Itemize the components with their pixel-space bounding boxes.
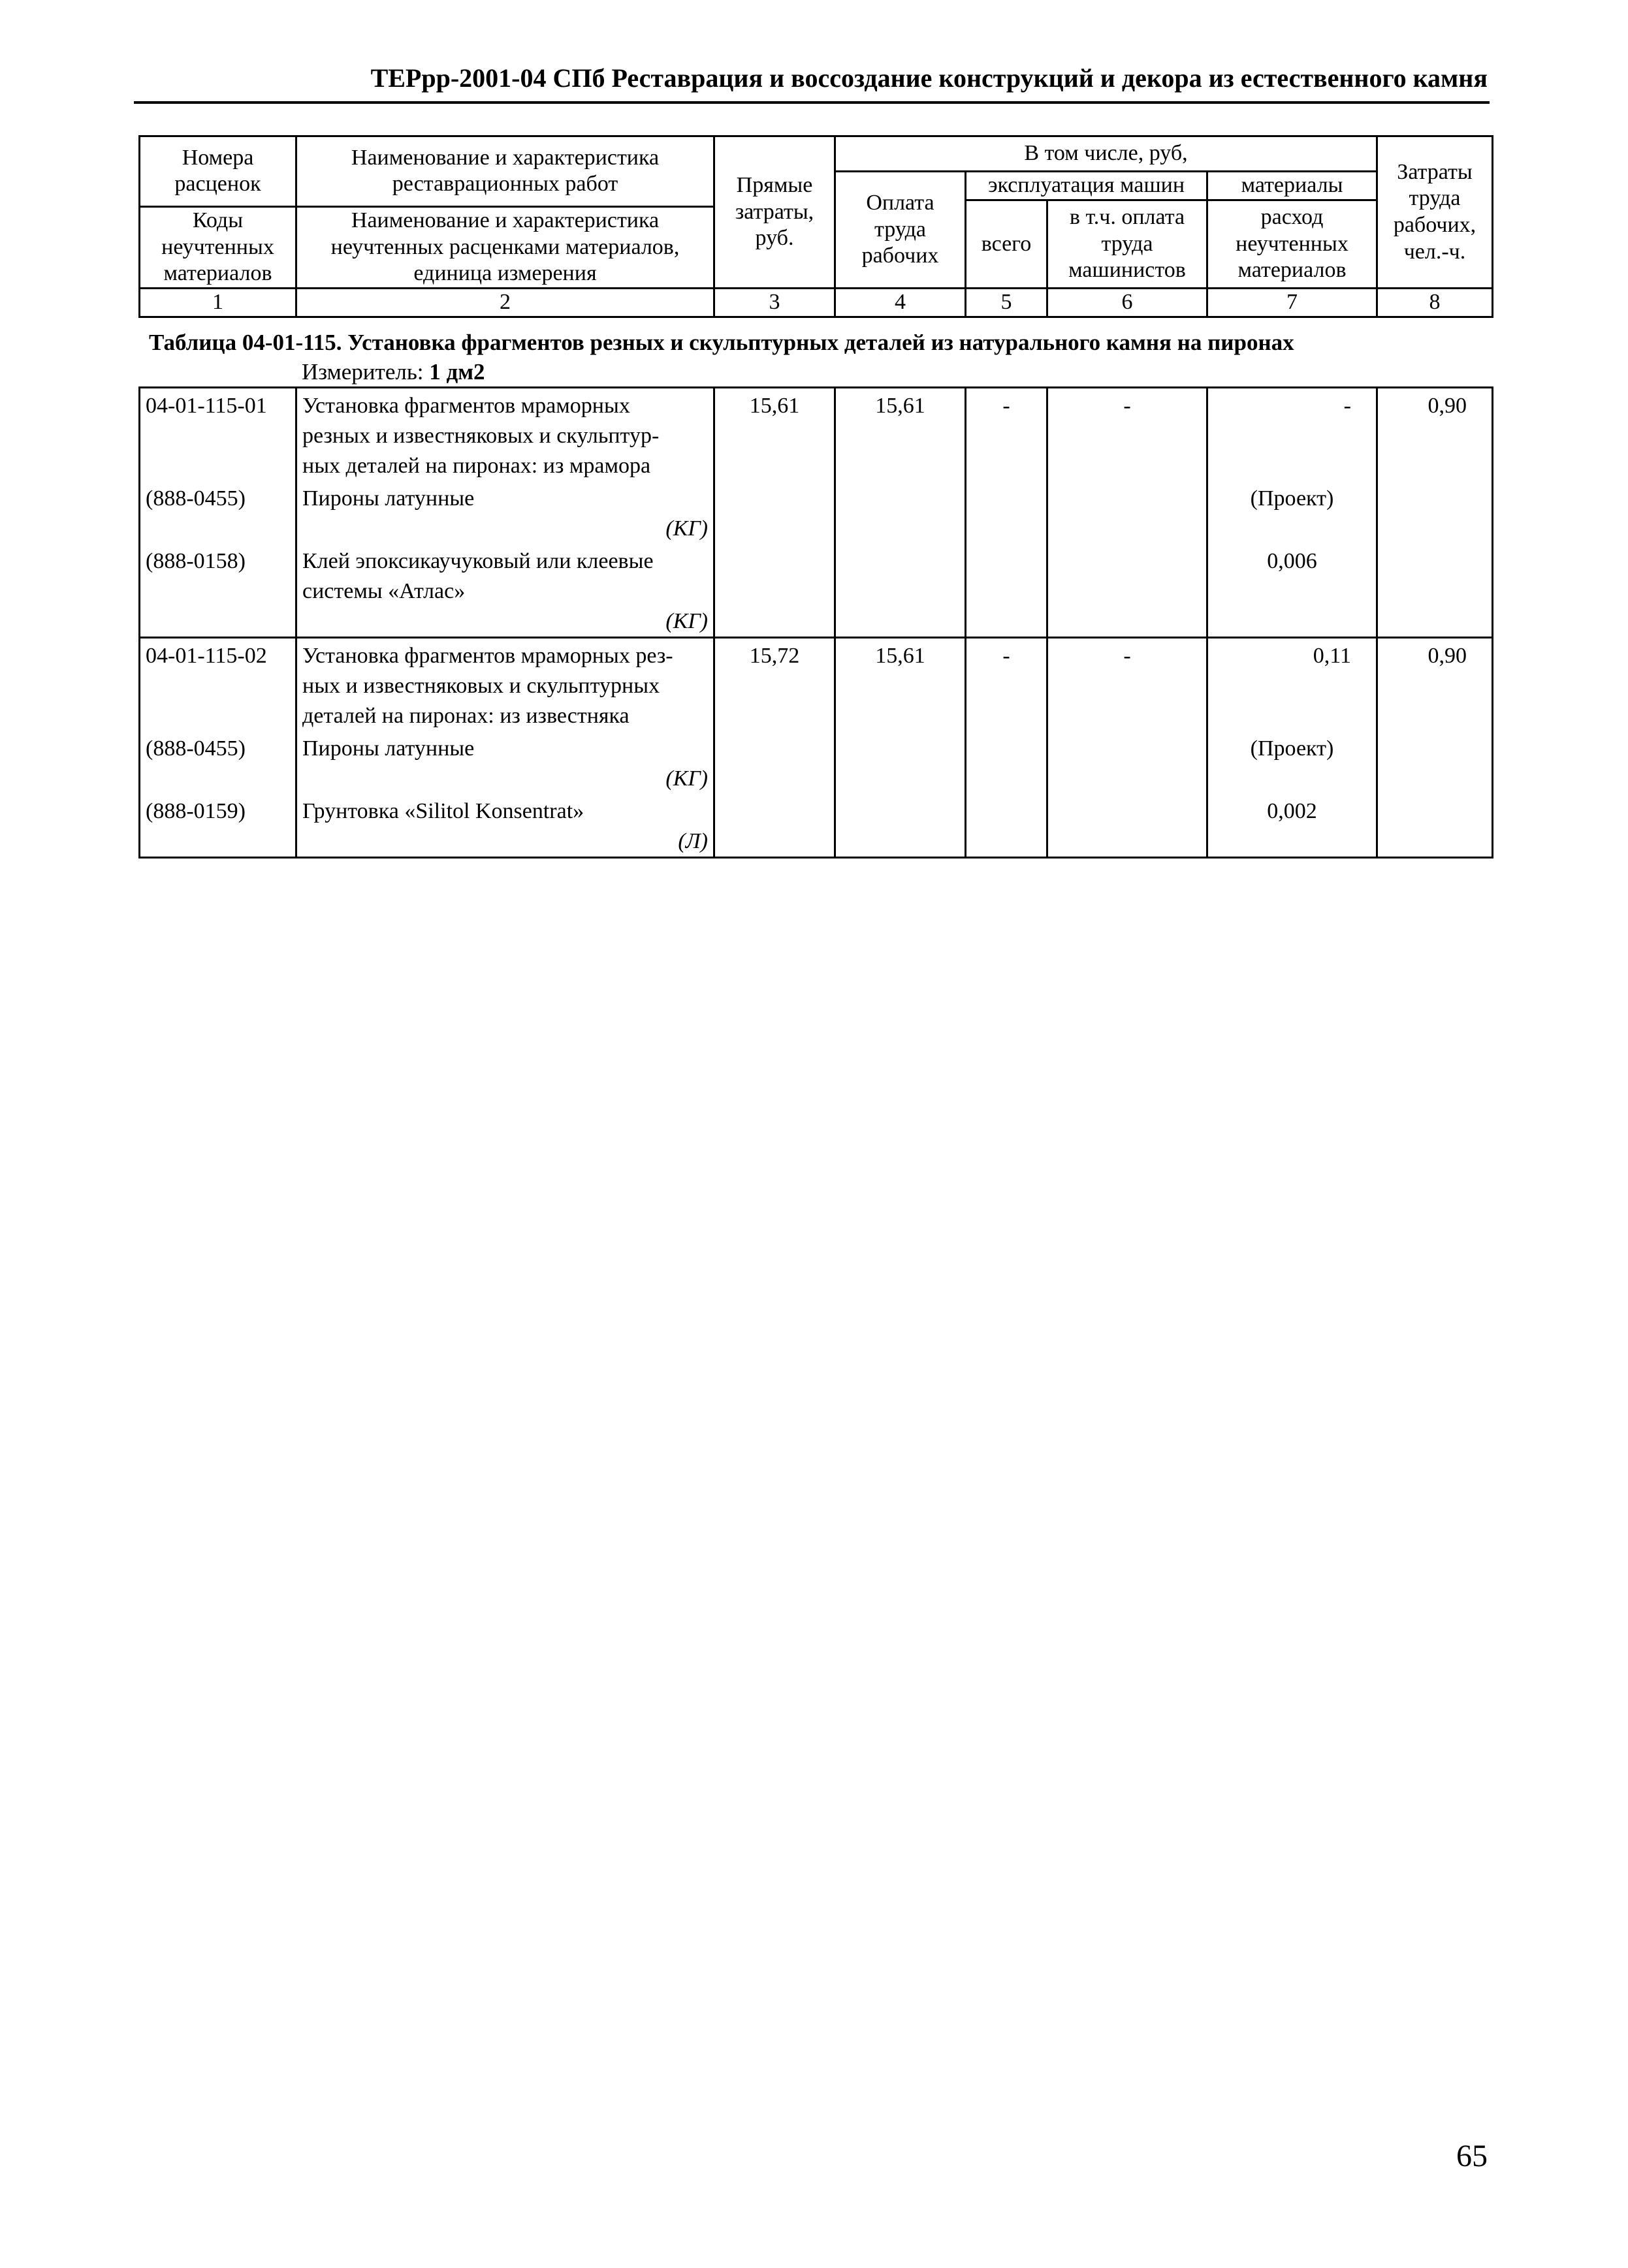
material-unit: (Л) bbox=[678, 829, 708, 853]
materials-value: - bbox=[1207, 388, 1377, 482]
labor-hours-value: 0,90 bbox=[1377, 388, 1493, 482]
machines-total-value: - bbox=[966, 638, 1047, 732]
header-machines-total: всего bbox=[966, 200, 1047, 288]
rate-code: 04-01-115-02 bbox=[140, 638, 296, 732]
unit-line bbox=[302, 359, 485, 385]
rate-table bbox=[138, 386, 1493, 858]
material-amount: (Проект) bbox=[1207, 481, 1377, 544]
header-col-number: 5 bbox=[966, 289, 1047, 317]
machines-operator-value: - bbox=[1047, 638, 1207, 732]
material-amount: 0,002 bbox=[1207, 794, 1377, 858]
header-work-name: Наименование и характеристика реставрационных работ bbox=[296, 136, 714, 207]
material-row bbox=[140, 731, 1493, 794]
material-code: (888-0455) bbox=[140, 731, 296, 794]
header-rule bbox=[134, 101, 1490, 104]
material-row bbox=[140, 481, 1493, 544]
material-name: Грунтовка «Silitol Konsentrat» (Л) bbox=[296, 794, 714, 858]
material-unit: (КГ) bbox=[665, 766, 708, 791]
rate-description: Установка фрагментов мраморных рез- ных и известняковых и скульптурных деталей на пиронах: из известняка bbox=[296, 638, 714, 732]
header-col-number: 7 bbox=[1207, 289, 1377, 317]
material-amount: (Проект) bbox=[1207, 731, 1377, 794]
material-name: Пироны латунные (КГ) bbox=[296, 481, 714, 544]
material-unit: (КГ) bbox=[665, 516, 708, 541]
header-col-number: 1 bbox=[140, 289, 296, 317]
header-machines-operator: в т.ч. оплата труда машинистов bbox=[1047, 200, 1207, 288]
header-material-name: Наименование и характеристика неучтенных расценками материалов, единица измерения bbox=[296, 206, 714, 288]
unit-label: Измеритель: bbox=[302, 359, 424, 385]
material-code: (888-0158) bbox=[140, 544, 296, 638]
rate-code: 04-01-115-01 bbox=[140, 388, 296, 482]
material-name: Клей эпоксикаучуковый или клеевые системы «Атлас» (КГ) bbox=[296, 544, 714, 638]
machines-total-value: - bbox=[966, 388, 1047, 482]
header-col-number: 4 bbox=[835, 289, 966, 317]
header-col-number: 8 bbox=[1377, 289, 1493, 317]
header-machines: эксплуатация машин bbox=[966, 172, 1207, 200]
unit-value: 1 дм2 bbox=[429, 359, 485, 385]
header-labor-cost: Затраты труда рабочих, чел.-ч. bbox=[1377, 136, 1493, 289]
header-rate-number: Номера расценок bbox=[140, 136, 296, 207]
header-col-number: 6 bbox=[1047, 289, 1207, 317]
labor-hours-value: 0,90 bbox=[1377, 638, 1493, 732]
table-caption: Таблица 04-01-115. Установка фрагментов резных и скульптурных деталей из натурального камня на пиронах bbox=[149, 330, 1294, 355]
column-header-table bbox=[138, 135, 1493, 318]
materials-value: 0,11 bbox=[1207, 638, 1377, 732]
direct-costs-value: 15,61 bbox=[714, 388, 835, 482]
material-row bbox=[140, 794, 1493, 858]
material-code: (888-0455) bbox=[140, 481, 296, 544]
rate-description: Установка фрагментов мраморных резных и известняковых и скульптур- ных деталей на пиронах: из мрамора bbox=[296, 388, 714, 482]
labor-pay-value: 15,61 bbox=[835, 638, 966, 732]
material-row bbox=[140, 544, 1493, 638]
page-number: 65 bbox=[1456, 2139, 1488, 2173]
table-row bbox=[140, 638, 1493, 732]
header-direct-costs: Прямые затраты, руб. bbox=[714, 136, 835, 289]
labor-pay-value: 15,61 bbox=[835, 388, 966, 482]
header-material-codes: Коды неучтенных материалов bbox=[140, 206, 296, 288]
material-amount: 0,006 bbox=[1207, 544, 1377, 638]
table-row bbox=[140, 388, 1493, 482]
direct-costs-value: 15,72 bbox=[714, 638, 835, 732]
material-name: Пироны латунные (КГ) bbox=[296, 731, 714, 794]
header-col-number: 3 bbox=[714, 289, 835, 317]
material-unit: (КГ) bbox=[665, 609, 708, 633]
material-code: (888-0159) bbox=[140, 794, 296, 858]
header-col-number: 2 bbox=[296, 289, 714, 317]
header-materials: материалы bbox=[1207, 172, 1377, 200]
machines-operator-value: - bbox=[1047, 388, 1207, 482]
header-labor-pay: Оплата труда рабочих bbox=[835, 172, 966, 289]
header-in-total: В том числе, руб, bbox=[835, 136, 1377, 172]
running-header: ТЕРрр-2001-04 СПб Реставрация и воссоздание конструкций и декора из естественного камня bbox=[370, 63, 1488, 93]
header-materials-consumption: расход неучтенных материалов bbox=[1207, 200, 1377, 288]
